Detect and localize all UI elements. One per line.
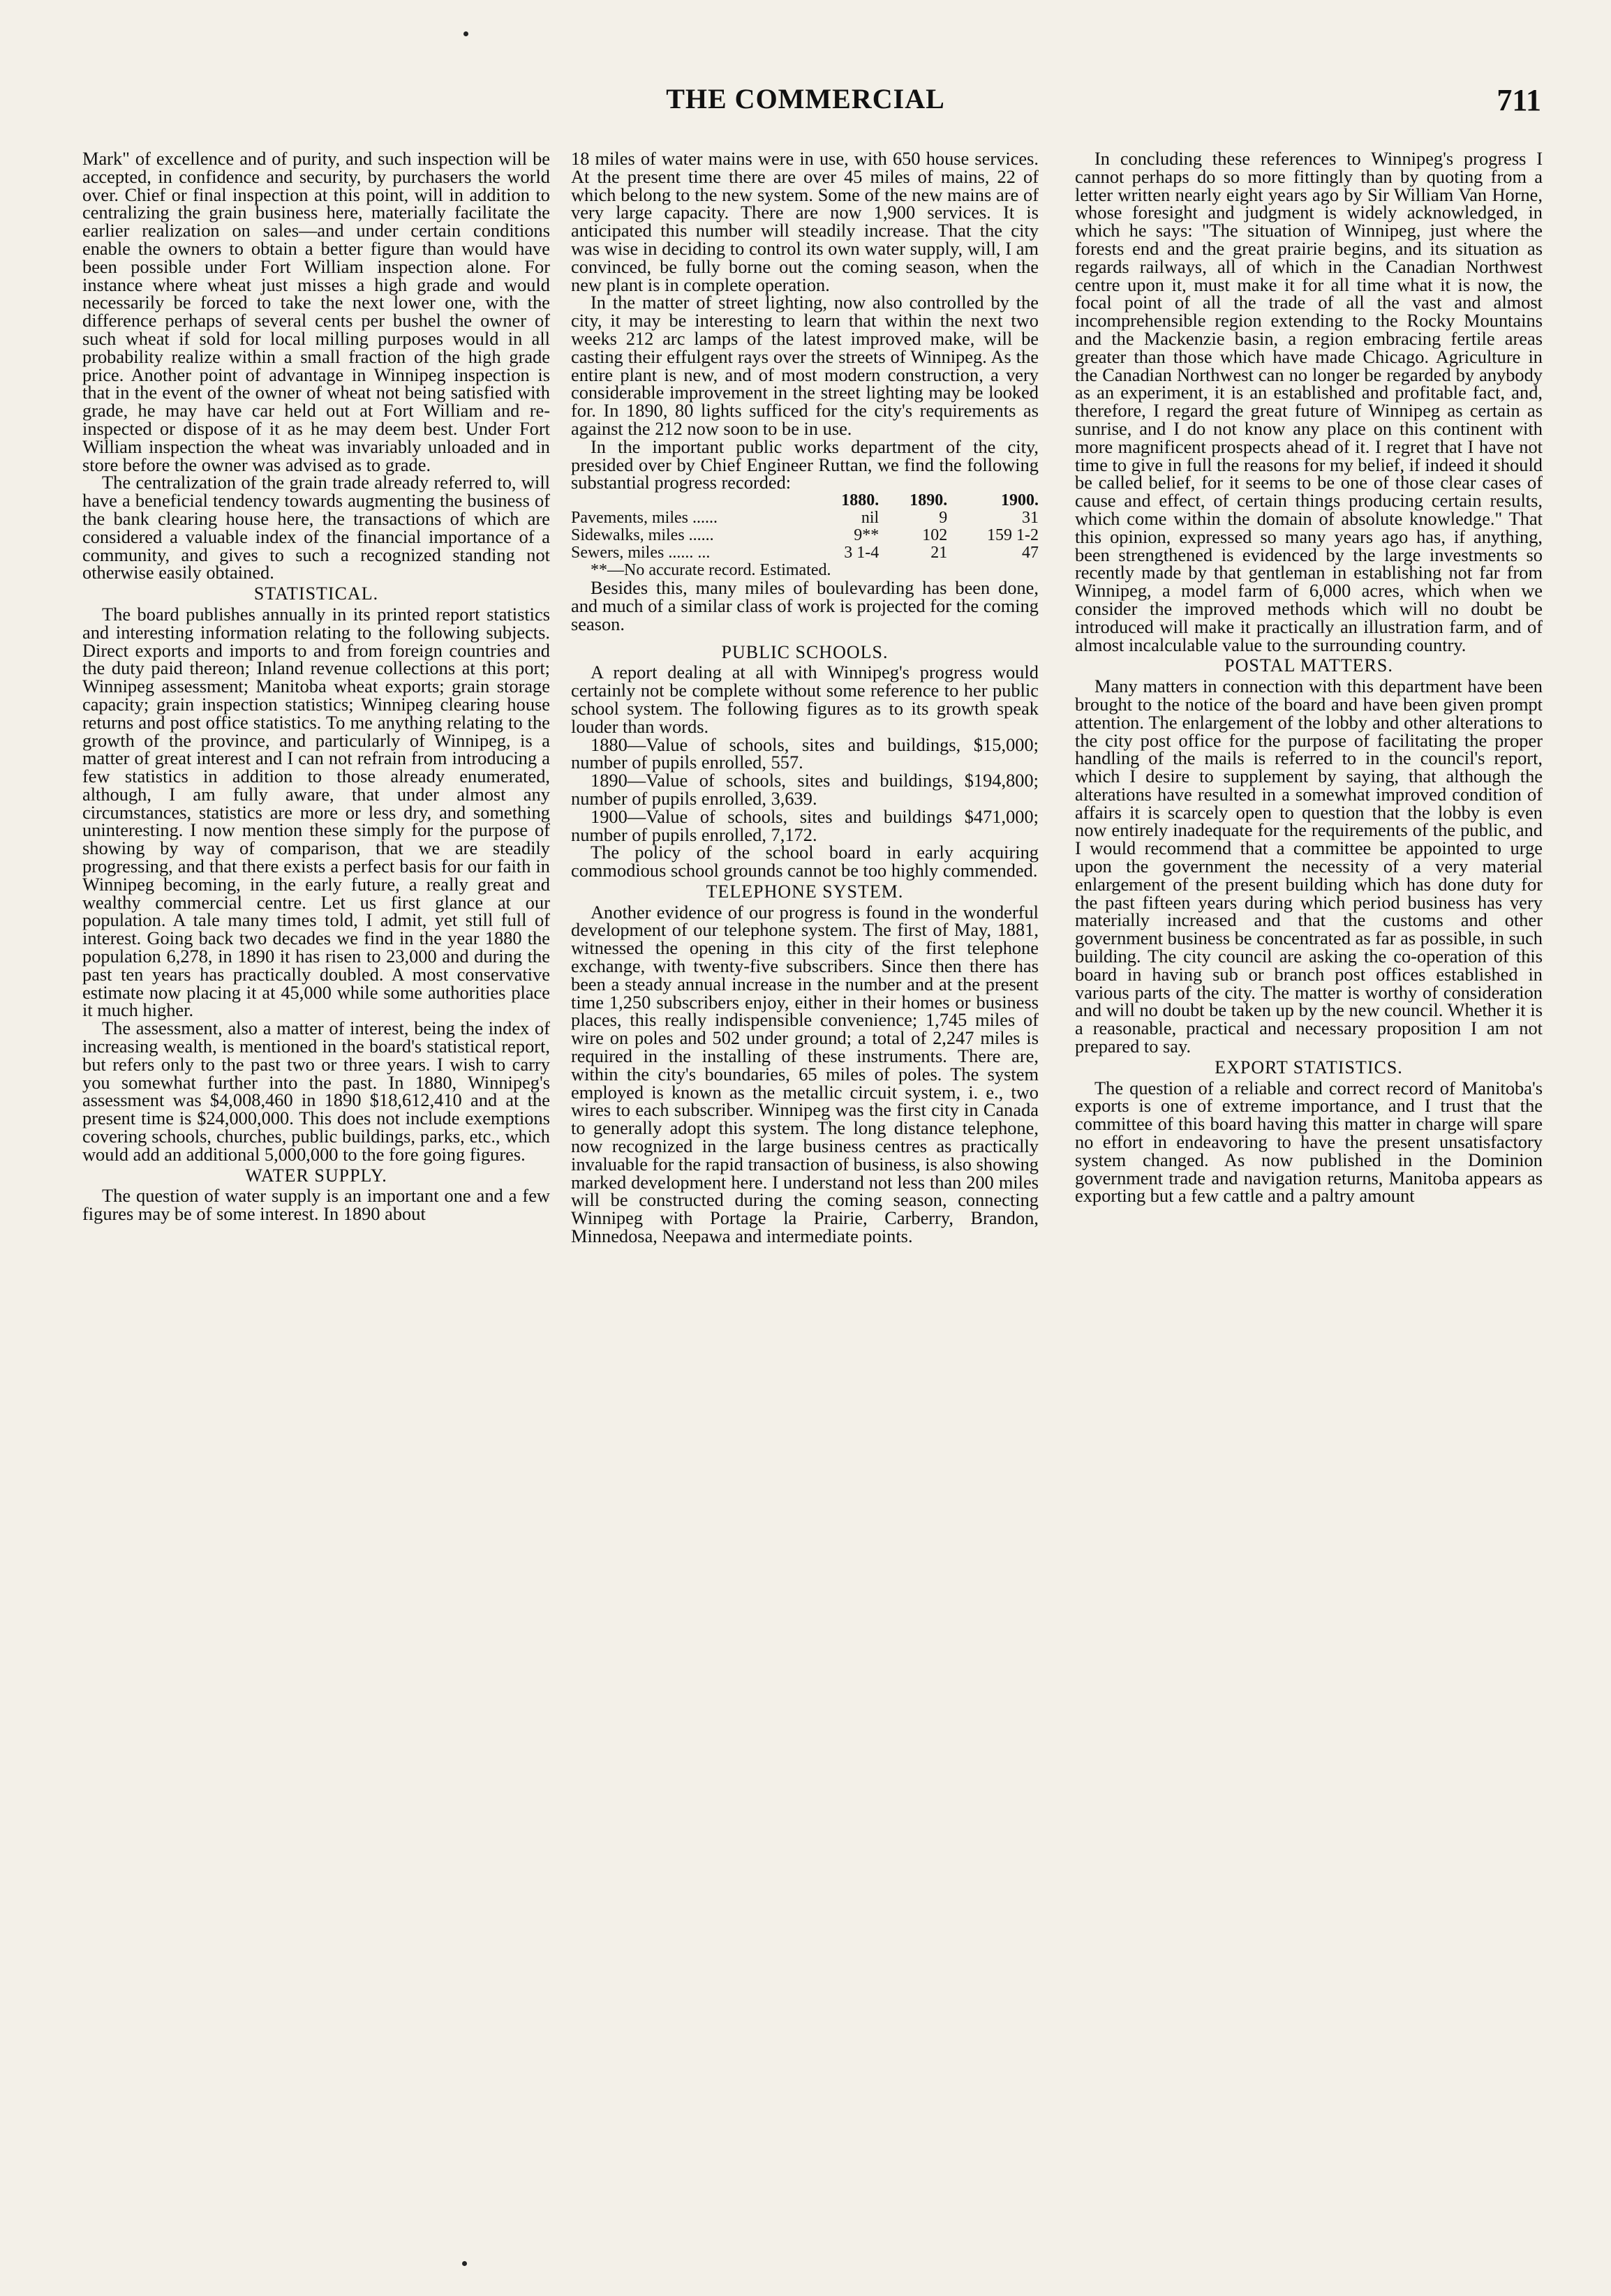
table-cell: 9 — [939, 509, 948, 528]
print-mark-top — [463, 31, 468, 36]
table-cell: 102 — [922, 526, 948, 545]
table-cell: nil — [861, 509, 879, 528]
table-cell: 21 — [930, 544, 948, 562]
section-heading-telephone-system: TELEPHONE SYSTEM. — [706, 881, 904, 902]
table-cell: 9** — [854, 526, 879, 545]
table-cell-label: Sewers, miles ...... ... — [571, 544, 711, 562]
table-footnote: **—No accurate record. Estimated. — [591, 561, 831, 580]
table-cell-label: Pavements, miles ...... — [571, 509, 718, 528]
column-1 — [82, 150, 550, 2216]
paragraph: Besides this, many miles of boulevarding has been done, and much of a similar class of work is projected for the coming season. — [571, 577, 1039, 634]
table-header-cell — [571, 492, 810, 509]
page-header — [0, 82, 1611, 131]
table-header-cell: 1900. — [1001, 491, 1039, 510]
table-row — [571, 527, 1039, 544]
table-cell: 159 1-2 — [987, 526, 1039, 545]
paragraph: The board publishes annually in its printed report statistics and interesting information relating to the following subjects. Direct exports and imports to and from foreign countries and the duty paid thereon; Inland revenue collections at this port; Winnipeg assessment; Manitoba wheat exports; grain storage capacity; grain inspection statistics; Winnipeg clearing house returns and post office statistics. To me anything relating to the growth of the province, and particularly of Winnipeg, is a matter of great interest and I can not refrain from introducing a few statistics in addition to those already enumerated, although, I am fully aware, that under almost any circumstances, statistics are more or less dry, and something uninteresting. I now mention these simply for the purpose of showing by way of comparison, that we are steadily progressing, and that there exists a perfect basis for our faith in Winnipeg becoming, in the early future, a really great and wealthy commercial centre. Let us first glance at our population. A tale many times told, I admit, yet still full of interest. Going back two decades we find in the year 1880 the population 6,278, in 1890 it has risen to 23,000 and during the past ten years has practically doubled. A most conservative estimate now placing it at 45,000 while some authorities place it much higher. — [82, 603, 550, 1021]
paragraph: The assessment, also a matter of interest, being the index of increasing wealth, is mentioned in the board's statistical report, but refers only to the past two or three years. I wish to carry you somewhat further into the past. In 1880, Winnipeg's assessment was $4,008,460 in 1890 $18,612,410 and at the present time is $24,000,000. This does not include exemptions covering schools, churches, public buildings, parks, etc., which would add an additional 5,000,000 to the fore going figures. — [82, 1017, 550, 1165]
column-3 — [1075, 150, 1543, 2216]
paragraph: 1880—Value of schools, sites and buildings, $15,000; number of pupils enrolled, 557. — [571, 733, 1039, 773]
paragraph: 18 miles of water mains were in use, with 650 house services. At the present time there are over 45 miles of mains, 22 of which belong to the new system. Some of the new mains are of very large capacity. There are now 1,900 services. It is anticipated this number will steadily increase. That the city was wise in deciding to control its own water supply, will, I am convinced, be fully borne out the coming season, when the new plant is in complete operation. — [571, 150, 1039, 295]
section-heading-public-schools: PUBLIC SCHOOLS. — [721, 641, 889, 662]
table-header-cell: 1880. — [841, 491, 879, 510]
section-heading-postal-matters: POSTAL MATTERS. — [1224, 655, 1393, 676]
table-header-row — [571, 492, 1039, 509]
table-cell-label: Sidewalks, miles ...... — [571, 526, 714, 545]
paragraph: 1890—Value of schools, sites and buildings, $194,800; number of pupils enrolled, 3,639. — [571, 770, 1039, 809]
paragraph: In the important public works department of the city, presided over by Chief Engineer Ruttan, we find the following substantial progress recorded: — [571, 435, 1039, 493]
table-cell: 3 1-4 — [844, 544, 879, 562]
table-header-cell: 1890. — [910, 491, 948, 510]
column-2 — [571, 150, 1039, 2216]
paragraph: The question of water supply is an important one and a few figures may be of some interest. In 1890 about — [82, 1185, 550, 1225]
paragraph: Many matters in connection with this department have been brought to the notice of the board and have been given prompt attention. The enlargement of the lobby and other alterations to the city post office for the purpose of facilitating the proper handling of the mails is referred to in the council's report, which I desire to supplement by saying, that although the alterations have resulted in a somewhat improved condition of affairs it is scarcely open to question that the lobby is even now entirely inadequate for the requirements of the public, and I would recommend that a committee be appointed to urge upon the government the necessity of a very material enlargement of the present building which has done duty for the past fifteen years during which period business has very materially increased and that the customs and other government business be concentrated as far as possible, in such building. The city council are asking the co-operation of this board in having sub or branch post offices established in various parts of the city. The matter is worthy of consideration and will no doubt be taken up by the new council. Whether it is a reasonable, practical and necessary proposition I am not prepared to say. — [1075, 676, 1543, 1057]
table-row — [571, 509, 1039, 527]
paragraph: In concluding these references to Winnipeg's progress I cannot perhaps do so more fittingly than by quoting from a letter written nearly eight years ago by Sir William Van Horne, whose foresight and judgment is widely acknowledged, in which he says: "The situation of Winnipeg, just where the forests end and the great prairie begins, and its situation as regards railways, all of which in the Canadian Northwest centre upon it, must make it for all time what it is now, the focal point of all the trade of all the vast and almost incomprehensible region extending to the Rocky Mountains and the Mackenzie basin, a region embracing fertile areas greater than those which have made Chicago. Agriculture in the Canadian Northwest can no longer be regarded by anybody as an experiment, it is an established and profitable fact, and, therefore, I regard the great future of Winnipeg as certain as sunrise, and I do not know any place on this continent with more magnificent prospects ahead of it. I regret that I have not time to give in full the reasons for my belief, if indeed it should be called belief, for it seems to be one of those clear cases of cause and effect, of certain things producing certain results, which come within the domain of absolute knowledge." That this opinion, expressed so many years ago has, if anything, been strengthened is evidenced by the large investments so recently made by that gentleman in establishing not far from Winnipeg, a model farm of 6,000 acres, which when we consider the improved methods which will no doubt be introduced will make it practically an illustration farm, and of almost incalculable value to the surrounding country. — [1075, 150, 1543, 655]
page-number: 711 — [1497, 83, 1541, 117]
table-cell: 47 — [1022, 544, 1039, 562]
paragraph: A report dealing at all with Winnipeg's progress would certainly not be complete without some reference to her public school system. The following figures as to its growth speak louder than words. — [571, 662, 1039, 737]
paragraph: 1900—Value of schools, sites and buildings $471,000; number of pupils enrolled, 7,172. — [571, 805, 1039, 845]
paragraph: The policy of the school board in early acquiring commodious school grounds cannot be too highly commended. — [571, 842, 1039, 881]
section-heading-export-statistics: EXPORT STATISTICS. — [1215, 1057, 1403, 1078]
section-heading-statistical: STATISTICAL. — [253, 583, 379, 604]
paragraph: The centralization of the grain trade already referred to, will have a beneficial tendency towards augmenting the business of the bank clearing house here, the transactions of which are considered a valuable index of the financial importance of a community, and gives to such a recognized standing not otherwise easily obtained. — [82, 472, 550, 583]
paragraph: Mark" of excellence and of purity, and such inspection will be accepted, in confidence and security, by purchasers the world over. Chief or final inspection at this point, will in addition to centralizing the grain business here, materially facilitate the earlier realization on sales—and under certain conditions enable the owners to obtain a better figure than would have been possible under Fort William inspection alone. For instance where wheat just misses a high grade and would necessarily be forced to take the next lower one, with the difference perhaps of several cents per bushel the owner of such wheat if sold for local milling purposes would in all probability realize within a small fraction of the high grade price. Another point of advantage in Winnipeg inspection is that in the event of the owner of wheat not being satisfied with grade, he may have car held out at Fort William and re-inspected or dispose of it as he may deem best. Under Fort William inspection the wheat was invariably unloaded and in store before the owner was advised as to grade. — [82, 150, 550, 475]
paragraph: In the matter of street lighting, now also controlled by the city, it may be interesting to learn that within the next two weeks 212 arc lamps of the latest improved make, will be casting their effulgent rays over the streets of Winnipeg. As the entire plant is new, and of most modern construction, a very considerable improvement in the street lighting may be looked for. In 1890, 80 lights sufficed for the city's requirements as against the 212 now soon to be in use. — [571, 292, 1039, 439]
table-cell: 31 — [1022, 509, 1039, 528]
print-mark-bottom — [462, 2261, 467, 2266]
publication-title: THE COMMERCIAL — [666, 83, 945, 114]
paragraph: The question of a reliable and correct record of Manitoba's exports is one of extreme importance, and I trust that the committee of this board having this matter in charge will spare no effort in endeavoring to have the present unsatisfactory system changed. As now published in the Dominion government trade and navigation returns, Manitoba appears as exporting but a few cattle and a paltry amount — [1075, 1077, 1543, 1207]
table-row — [571, 544, 1039, 562]
section-heading-water-supply: WATER SUPPLY. — [245, 1165, 387, 1186]
paragraph: Another evidence of our progress is found in the wonderful development of our telephone system. The first of May, 1881, witnessed the opening in this city of the first telephone exchange, with twenty-five subscribers. Since then there has been a steady annual increase in the number and at the present time 1,250 subscribers enjoy, either in their homes or business places, this really indispensible convenience; 1,745 miles of wire on poles and 502 under ground; a total of 2,247 miles is required in the installing of these instruments. There are, within the city's boundaries, 65 miles of poles. The system employed is known as the metallic circuit system, i. e., two wires to each subscriber. Winnipeg was the first city in Canada to generally adopt this system. The long distance telephone, now recognized in the large business centres as practically invaluable for the rapid transaction of business, is also showing marked development here. I understand not less than 200 miles will be constructed during the coming season, connecting Winnipeg with Portage la Prairie, Carberry, Brandon, Minnedosa, Neepawa and intermediate points. — [571, 901, 1039, 1247]
public-works-table — [571, 492, 1039, 562]
